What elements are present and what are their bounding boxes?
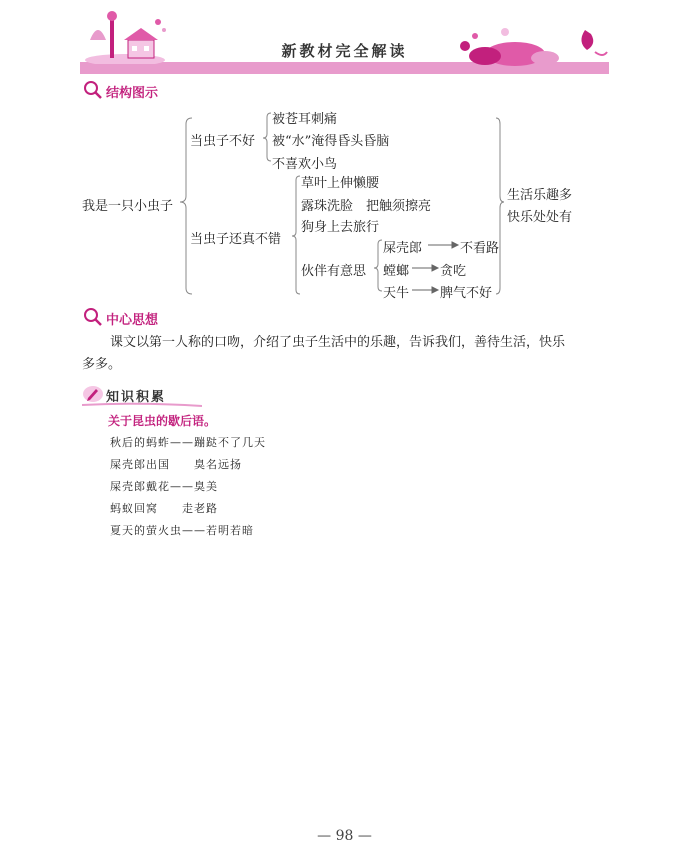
branch1-item: 不喜欢小鸟 — [272, 157, 338, 172]
partner-name: 天牛 — [383, 286, 410, 301]
section-title-theme: 中心思想 — [106, 313, 159, 328]
conclusion-line: 快乐处处有 — [507, 210, 573, 225]
theme-text-line: 多多。 — [82, 357, 122, 372]
partners-label: 伙伴有意思 — [301, 264, 367, 279]
idiom-item: 蚂蚁回窝 走老路 — [110, 502, 218, 515]
branch2-item: 狗身上去旅行 — [301, 220, 380, 235]
partner-trait: 不看路 — [460, 241, 500, 256]
idiom-item: 夏天的萤火虫——若明若暗 — [110, 524, 254, 537]
diagram-root: 我是一只小虫子 — [82, 199, 174, 214]
branch2-item: 草叶上伸懒腰 — [301, 176, 380, 191]
partner-trait: 贪吃 — [440, 264, 467, 279]
pencil-badge-icon — [82, 384, 104, 404]
branch1-item: 被苍耳刺痛 — [272, 112, 338, 127]
conclusion-line: 生活乐趣多 — [507, 188, 573, 203]
partner-trait: 脾气不好 — [440, 286, 493, 301]
branch2-label: 当虫子还真不错 — [190, 232, 282, 247]
idiom-item: 屎壳郎戴花——臭美 — [110, 480, 218, 493]
magnifier-icon — [82, 307, 104, 327]
theme-text-line: 课文以第一人称的口吻，介绍了虫子生活中的乐趣，告诉我们，善待生活，快乐 — [110, 335, 566, 350]
header-title: 新教材完全解读 — [281, 42, 408, 60]
page-number: — 98 — — [317, 828, 372, 844]
branch1-item: 被“水”淹得昏头昏脑 — [272, 134, 390, 149]
branch1-label: 当虫子不好 — [190, 134, 256, 149]
idiom-item: 秋后的蚂蚱——蹦跶不了几天 — [110, 436, 266, 449]
partner-name: 螳螂 — [383, 264, 410, 279]
section-title-structure: 结构图示 — [106, 86, 159, 101]
section-title-knowledge: 知识积累 — [106, 390, 167, 405]
knowledge-subtitle: 关于昆虫的歇后语。 — [108, 414, 217, 428]
branch2-item: 露珠洗脸 把触须擦亮 — [301, 199, 432, 214]
idiom-item: 屎壳郎出国 臭名远扬 — [110, 458, 242, 471]
section-underline — [82, 402, 202, 408]
partner-name: 屎壳郎 — [383, 241, 423, 256]
